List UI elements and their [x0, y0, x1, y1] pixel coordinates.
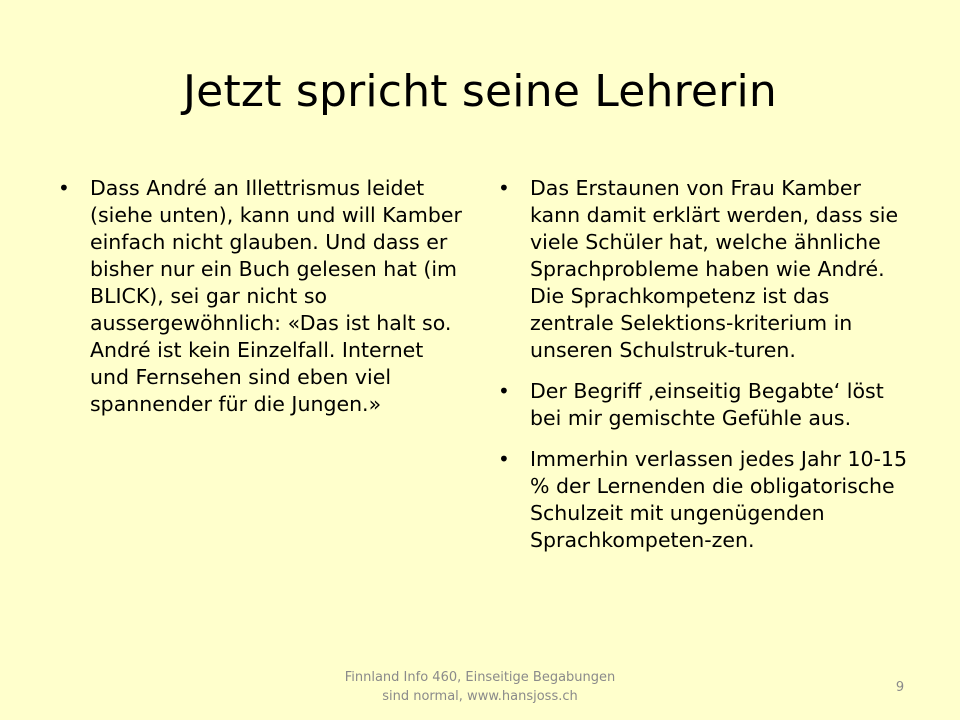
bullet-item: [58, 175, 468, 418]
bullet-text: Das Erstaunen von Frau Kamber kann damit erklärt werden, dass sie viele Schüler hat, welche ähnliche Sprachprobleme haben wie André. Die Sprachkompetenz ist das zentrale Selektions-kriterium in unseren Schulstruk-turen.: [530, 176, 899, 362]
left-bullet-list: [58, 175, 468, 432]
slide-title: Jetzt spricht seine Lehrerin: [183, 66, 777, 117]
bullet-text: Dass André an Illettrismus leidet (siehe unten), kann und will Kamber einfach nicht glauben. Und dass er bisher nur ein Buch gelesen hat (im BLICK), sei gar nicht so aussergewöhnlich: «Das ist halt so. André ist kein Einzelfall. Internet und Fernsehen sind eben viel spannender für die Jungen.»: [90, 176, 462, 416]
right-bullet-list: [498, 175, 908, 568]
bullet-item: [498, 175, 908, 364]
bullet-item: [498, 378, 908, 432]
bullet-icon: •: [498, 176, 510, 200]
page-number: 9: [895, 680, 905, 695]
bullet-text: Immerhin verlassen jedes Jahr 10-15 % der Lernenden die obligatorische Schulzeit mit ungenügenden Sprachkompeten-zen.: [530, 447, 908, 552]
bullet-text: Der Begriff ‚einseitig Begabte‘ löst bei mir gemischte Gefühle aus.: [530, 379, 884, 430]
bullet-icon: •: [498, 447, 510, 471]
bullet-icon: •: [498, 379, 510, 403]
footer-text: Finnland Info 460, Einseitige Begabungen sind normal, www.hansjoss.ch: [344, 670, 616, 704]
bullet-icon: •: [58, 176, 70, 200]
bullet-item: [498, 446, 908, 554]
